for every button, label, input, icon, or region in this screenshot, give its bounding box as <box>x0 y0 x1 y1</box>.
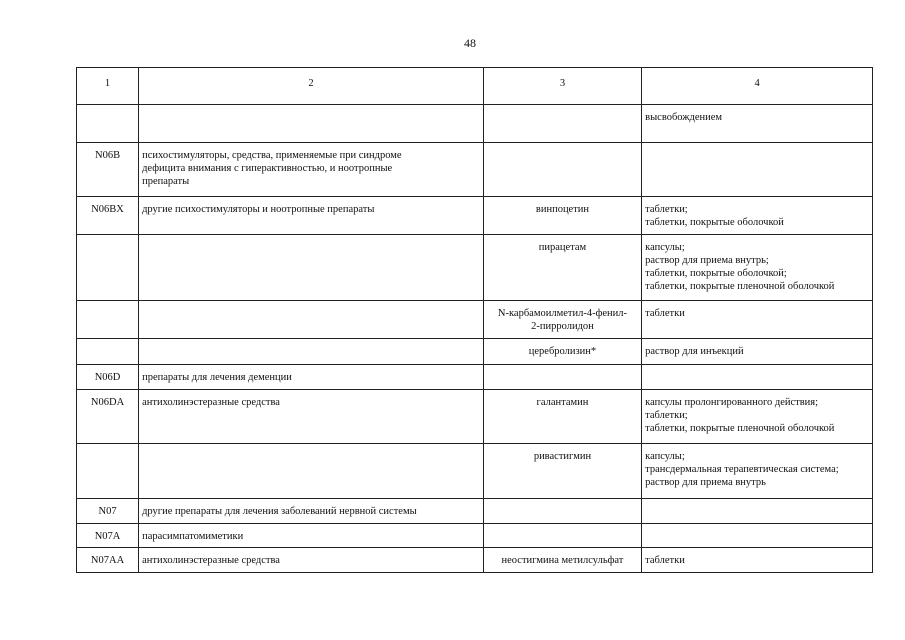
header-cell: 1 <box>77 68 139 105</box>
substance-cell <box>483 235 641 301</box>
dosage-forms-line: раствор для приема внутрь; <box>645 255 769 266</box>
group-cell <box>139 499 484 524</box>
dosage-forms-line: таблетки; <box>645 410 688 421</box>
dosage-forms-cell <box>642 499 873 524</box>
substance-cell <box>483 143 641 197</box>
dosage-forms-line: капсулы; <box>645 242 685 253</box>
dosage-forms-cell <box>642 143 873 197</box>
atc-code-cell <box>77 339 139 365</box>
dosage-forms-cell <box>642 390 873 444</box>
atc-code-cell: N06B <box>77 143 139 197</box>
table-row <box>77 143 873 197</box>
substance-line: церебролизин* <box>528 346 597 357</box>
group-line: антихолинэстеразные средства <box>142 555 280 566</box>
group-cell <box>139 548 484 573</box>
group-cell <box>139 390 484 444</box>
atc-code-cell <box>77 444 139 499</box>
dosage-forms-cell <box>642 524 873 548</box>
dosage-forms-line: капсулы пролонгированного действия; <box>645 397 819 408</box>
dosage-forms-line: раствор для инъекций <box>645 346 744 357</box>
dosage-forms-line: капсулы; <box>645 451 685 462</box>
substance-line: пирацетам <box>538 242 587 253</box>
table-row <box>77 499 873 524</box>
header-cell: 3 <box>483 68 641 105</box>
table-row <box>77 444 873 499</box>
substance-line: 2-пирролидон <box>531 321 594 332</box>
atc-code-cell <box>77 301 139 339</box>
table-row <box>77 524 873 548</box>
substance-cell <box>483 548 641 573</box>
header-cell: 2 <box>139 68 484 105</box>
substance-cell <box>483 499 641 524</box>
group-cell <box>139 339 484 365</box>
dosage-forms-cell <box>642 235 873 301</box>
dosage-forms-cell <box>642 548 873 573</box>
group-cell <box>139 365 484 390</box>
dosage-forms-cell <box>642 339 873 365</box>
substance-cell <box>483 105 641 143</box>
dosage-forms-line: таблетки, покрытые оболочкой <box>645 217 784 228</box>
table-row <box>77 301 873 339</box>
group-line: препараты <box>142 176 190 187</box>
table-row <box>77 365 873 390</box>
atc-code-cell <box>77 105 139 143</box>
table-row <box>77 339 873 365</box>
substance-cell <box>483 390 641 444</box>
group-line: препараты для лечения деменции <box>142 372 292 383</box>
dosage-forms-cell <box>642 105 873 143</box>
dosage-forms-line: трансдермальная терапевтическая система; <box>645 464 839 475</box>
dosage-forms-cell <box>642 301 873 339</box>
dosage-forms-line: таблетки, покрытые пленочной оболочкой <box>645 281 835 292</box>
dosage-forms-cell <box>642 365 873 390</box>
substance-cell <box>483 444 641 499</box>
group-cell <box>139 197 484 235</box>
substance-line: N-карбамоилметил-4-фенил- <box>497 308 628 319</box>
table-row <box>77 105 873 143</box>
substance-cell <box>483 197 641 235</box>
atc-code-cell: N07A <box>77 524 139 548</box>
page-number: 48 <box>464 36 476 50</box>
table-row <box>77 197 873 235</box>
atc-code-cell: N07 <box>77 499 139 524</box>
group-cell <box>139 301 484 339</box>
group-cell <box>139 143 484 197</box>
table-row <box>77 390 873 444</box>
dosage-forms-cell <box>642 197 873 235</box>
group-line: парасимпатомиметики <box>142 531 244 542</box>
substance-line: винпоцетин <box>535 204 590 215</box>
group-cell <box>139 235 484 301</box>
substance-line: галантамин <box>536 397 589 408</box>
substance-cell <box>483 524 641 548</box>
atc-code-cell: N06DA <box>77 390 139 444</box>
substance-line: ривастигмин <box>533 451 592 462</box>
substance-cell <box>483 365 641 390</box>
atc-code-cell: N06D <box>77 365 139 390</box>
group-cell <box>139 444 484 499</box>
group-line: дефицита внимания с гиперактивностью, и ноотропные <box>142 163 393 174</box>
substance-cell <box>483 301 641 339</box>
substance-line: неостигмина метилсульфат <box>501 555 624 566</box>
group-cell <box>139 524 484 548</box>
dosage-forms-cell <box>642 444 873 499</box>
table-header-row <box>77 68 873 105</box>
table-row <box>77 548 873 573</box>
dosage-forms-line: таблетки, покрытые пленочной оболочкой <box>645 423 835 434</box>
dosage-forms-line: раствор для приема внутрь <box>645 477 766 488</box>
atc-code-cell <box>77 235 139 301</box>
group-line: антихолинэстеразные средства <box>142 397 280 408</box>
dosage-forms-line: таблетки, покрытые оболочкой; <box>645 268 787 279</box>
table-row <box>77 235 873 301</box>
dosage-forms-line: таблетки <box>645 555 685 566</box>
dosage-forms-line: высвобождением <box>645 112 723 123</box>
group-line: психостимуляторы, средства, применяемые при синдроме <box>142 150 402 161</box>
atc-code-cell: N07AA <box>77 548 139 573</box>
substance-cell <box>483 339 641 365</box>
header-cell: 4 <box>642 68 873 105</box>
group-line: другие препараты для лечения заболеваний нервной системы <box>142 506 417 517</box>
group-cell <box>139 105 484 143</box>
drug-table <box>76 67 873 573</box>
atc-code-cell: N06BX <box>77 197 139 235</box>
dosage-forms-line: таблетки; <box>645 204 688 215</box>
group-line: другие психостимуляторы и ноотропные препараты <box>142 204 375 215</box>
dosage-forms-line: таблетки <box>645 308 685 319</box>
